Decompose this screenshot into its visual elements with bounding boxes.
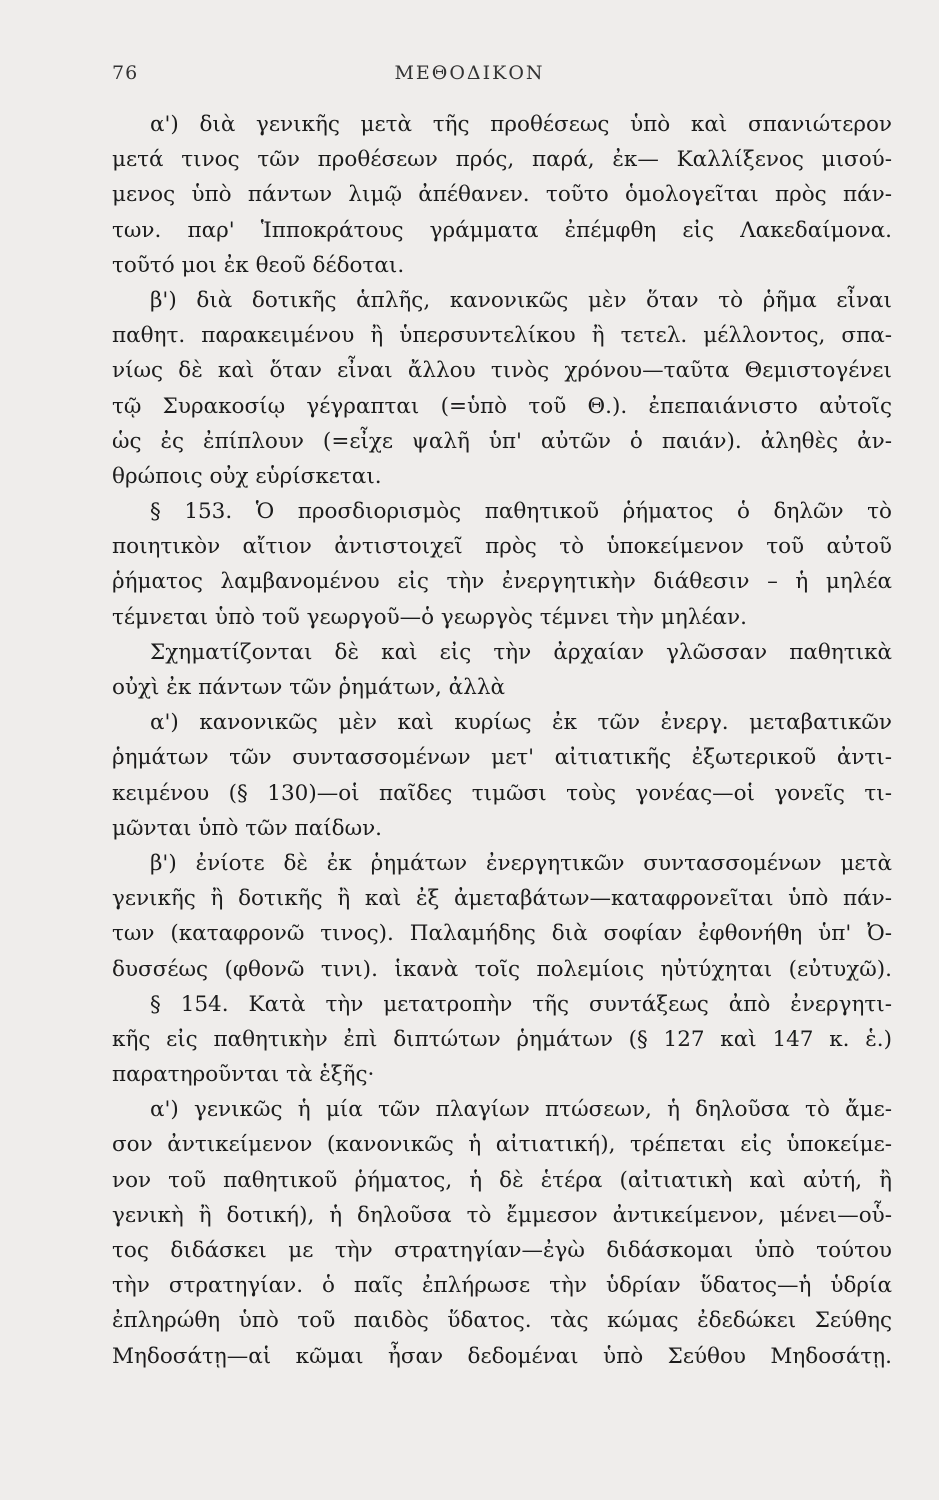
text-line: Μηδοσάτῃ—αἱ κῶμαι ἦσαν δεδομέναι ὑπὸ Σεύθου Μηδοσάτῃ. <box>112 1343 892 1369</box>
text-line: οὐχὶ ἐκ πάντων τῶν ῥημάτων, ἀλλὰ <box>112 675 505 700</box>
text-line: τῷ Συρακοσίῳ γέγραπται (=ὑπὸ τοῦ Θ.). ἐπεπαιάνιστο αὐτοῖς <box>112 393 892 419</box>
text-line: α') διὰ γενικῆς μετὰ τῆς προθέσεως ὑπὸ καὶ σπανιώτερον <box>150 112 892 137</box>
section-153-heading-line: § 153. Ὁ προσδιορισμὸς παθητικοῦ ῥήματος ὁ δηλῶν τὸ <box>150 499 892 525</box>
text-line: παρατηροῦνται τὰ ἑξῆς· <box>112 1062 375 1088</box>
running-title: ΜΕΘΟΔΙΚΟΝ <box>394 62 545 84</box>
text-line: β') διὰ δοτικῆς ἁπλῆς, κανονικῶς μὲν ὅταν τὸ ῥῆμα εἶναι <box>150 287 892 313</box>
text-line: ῥημάτων τῶν συντασσομένων μετ' αἰτιατικῆς ἐξωτερικοῦ ἀντι- <box>112 745 892 771</box>
text-line: των (καταφρονῶ τινος). Παλαμήδης διὰ σοφίαν ἐφθονήθη ὑπ' Ὀ- <box>112 921 892 947</box>
text-line: γενικὴ ἢ δοτική), ἡ δηλοῦσα τὸ ἔμμεσον ἀντικείμενον, μένει—οὗ- <box>112 1202 892 1228</box>
text-line: τέμνεται ὑπὸ τοῦ γεωργοῦ—ὁ γεωργὸς τέμνει τὴν μηλέαν. <box>112 604 747 630</box>
section-154-heading-line: § 154. Κατὰ τὴν μετατροπὴν τῆς συντάξεως ἀπὸ ἐνεργητι- <box>150 991 892 1017</box>
body-text <box>112 107 892 1374</box>
page-number: 76 <box>112 62 139 84</box>
text-line: κειμένου (§ 130)—οἱ παῖδες τιμῶσι τοὺς γονέας—οἱ γονεῖς τι- <box>112 780 892 806</box>
text-line: τοῦτό μοι ἐκ θεοῦ δέδοται. <box>112 252 405 278</box>
text-line: α') κανονικῶς μὲν καὶ κυρίως ἐκ τῶν ἐνεργ. μεταβατικῶν <box>150 710 892 736</box>
text-line: κῆς εἰς παθητικὴν ἐπὶ διπτώτων ῥημάτων (§ 127 καὶ 147 κ. ἑ.) <box>112 1026 892 1052</box>
text-line: νίως δὲ καὶ ὅταν εἶναι ἄλλου τινὸς χρόνου—ταῦτα Θεμιστογένει <box>112 358 892 384</box>
text-line: α') γενικῶς ἡ μία τῶν πλαγίων πτώσεων, ἡ δηλοῦσα τὸ ἄμε- <box>150 1097 892 1123</box>
text-line: Σχηματίζονται δὲ καὶ εἰς τὴν ἀρχαίαν γλῶσσαν παθητικὰ <box>150 639 892 665</box>
text-line: β') ἐνίοτε δὲ ἐκ ῥημάτων ἐνεργητικῶν συντασσομένων μετὰ <box>150 850 892 876</box>
text-line: σον ἀντικείμενον (κανονικῶς ἡ αἰτιατική), τρέπεται εἰς ὑποκείμε- <box>112 1132 892 1158</box>
text-line: μετά τινος τῶν προθέσεων πρός, παρά, ἐκ— Καλλίξενος μισού- <box>112 147 892 173</box>
text-line: παθητ. παρακειμένου ἢ ὑπερσυντελίκου ἢ τετελ. μέλλοντος, σπα- <box>112 323 892 349</box>
text-line: των. παρ' Ἱπποκράτους γράμματα ἐπέμφθη εἰς Λακεδαίμονα. <box>112 217 892 243</box>
text-line: θρώποις οὐχ εὑρίσκεται. <box>112 463 382 489</box>
text-line: ὡς ἐς ἐπίπλουν (=εἶχε ψαλῆ ὑπ' αὐτῶν ὁ παιάν). ἀληθὲς ἀν- <box>112 428 892 454</box>
text-line: δυσσέως (φθονῶ τινι). ἱκανὰ τοῖς πολεμίοις ηὐτύχηται (εὐτυχῶ). <box>112 956 892 982</box>
text-line: μῶνται ὑπὸ τῶν παίδων. <box>112 815 383 841</box>
text-line: τος διδάσκει με τὴν στρατηγίαν—ἐγὼ διδάσκομαι ὑπὸ τούτου <box>112 1238 892 1263</box>
text-line: ποιητικὸν αἴτιον ἀντιστοιχεῖ πρὸς τὸ ὑποκείμενον τοῦ αὐτοῦ <box>112 534 892 560</box>
text-line: νον τοῦ παθητικοῦ ῥήματος, ἡ δὲ ἑτέρα (αἰτιατικὴ καὶ αὐτή, ἢ <box>112 1167 892 1193</box>
text-line: ἐπληρώθη ὑπὸ τοῦ παιδὸς ὕδατος. τὰς κώμας ἐδεδώκει Σεύθης <box>112 1308 892 1334</box>
text-line: μενος ὑπὸ πάντων λιμῷ ἀπέθανεν. τοῦτο ὁμολογεῖται πρὸς πάν- <box>112 182 892 208</box>
text-line: ῥήματος λαμβανομένου εἰς τὴν ἐνεργητικὴν διάθεσιν – ἡ μηλέα <box>112 569 892 595</box>
text-line: τὴν στρατηγίαν. ὁ παῖς ἐπλήρωσε τὴν ὑδρίαν ὕδατος—ἡ ὑδρία <box>112 1273 892 1299</box>
text-line: γενικῆς ἢ δοτικῆς ἢ καὶ ἐξ ἀμεταβάτων—καταφρονεῖται ὑπὸ πάν- <box>112 886 892 912</box>
